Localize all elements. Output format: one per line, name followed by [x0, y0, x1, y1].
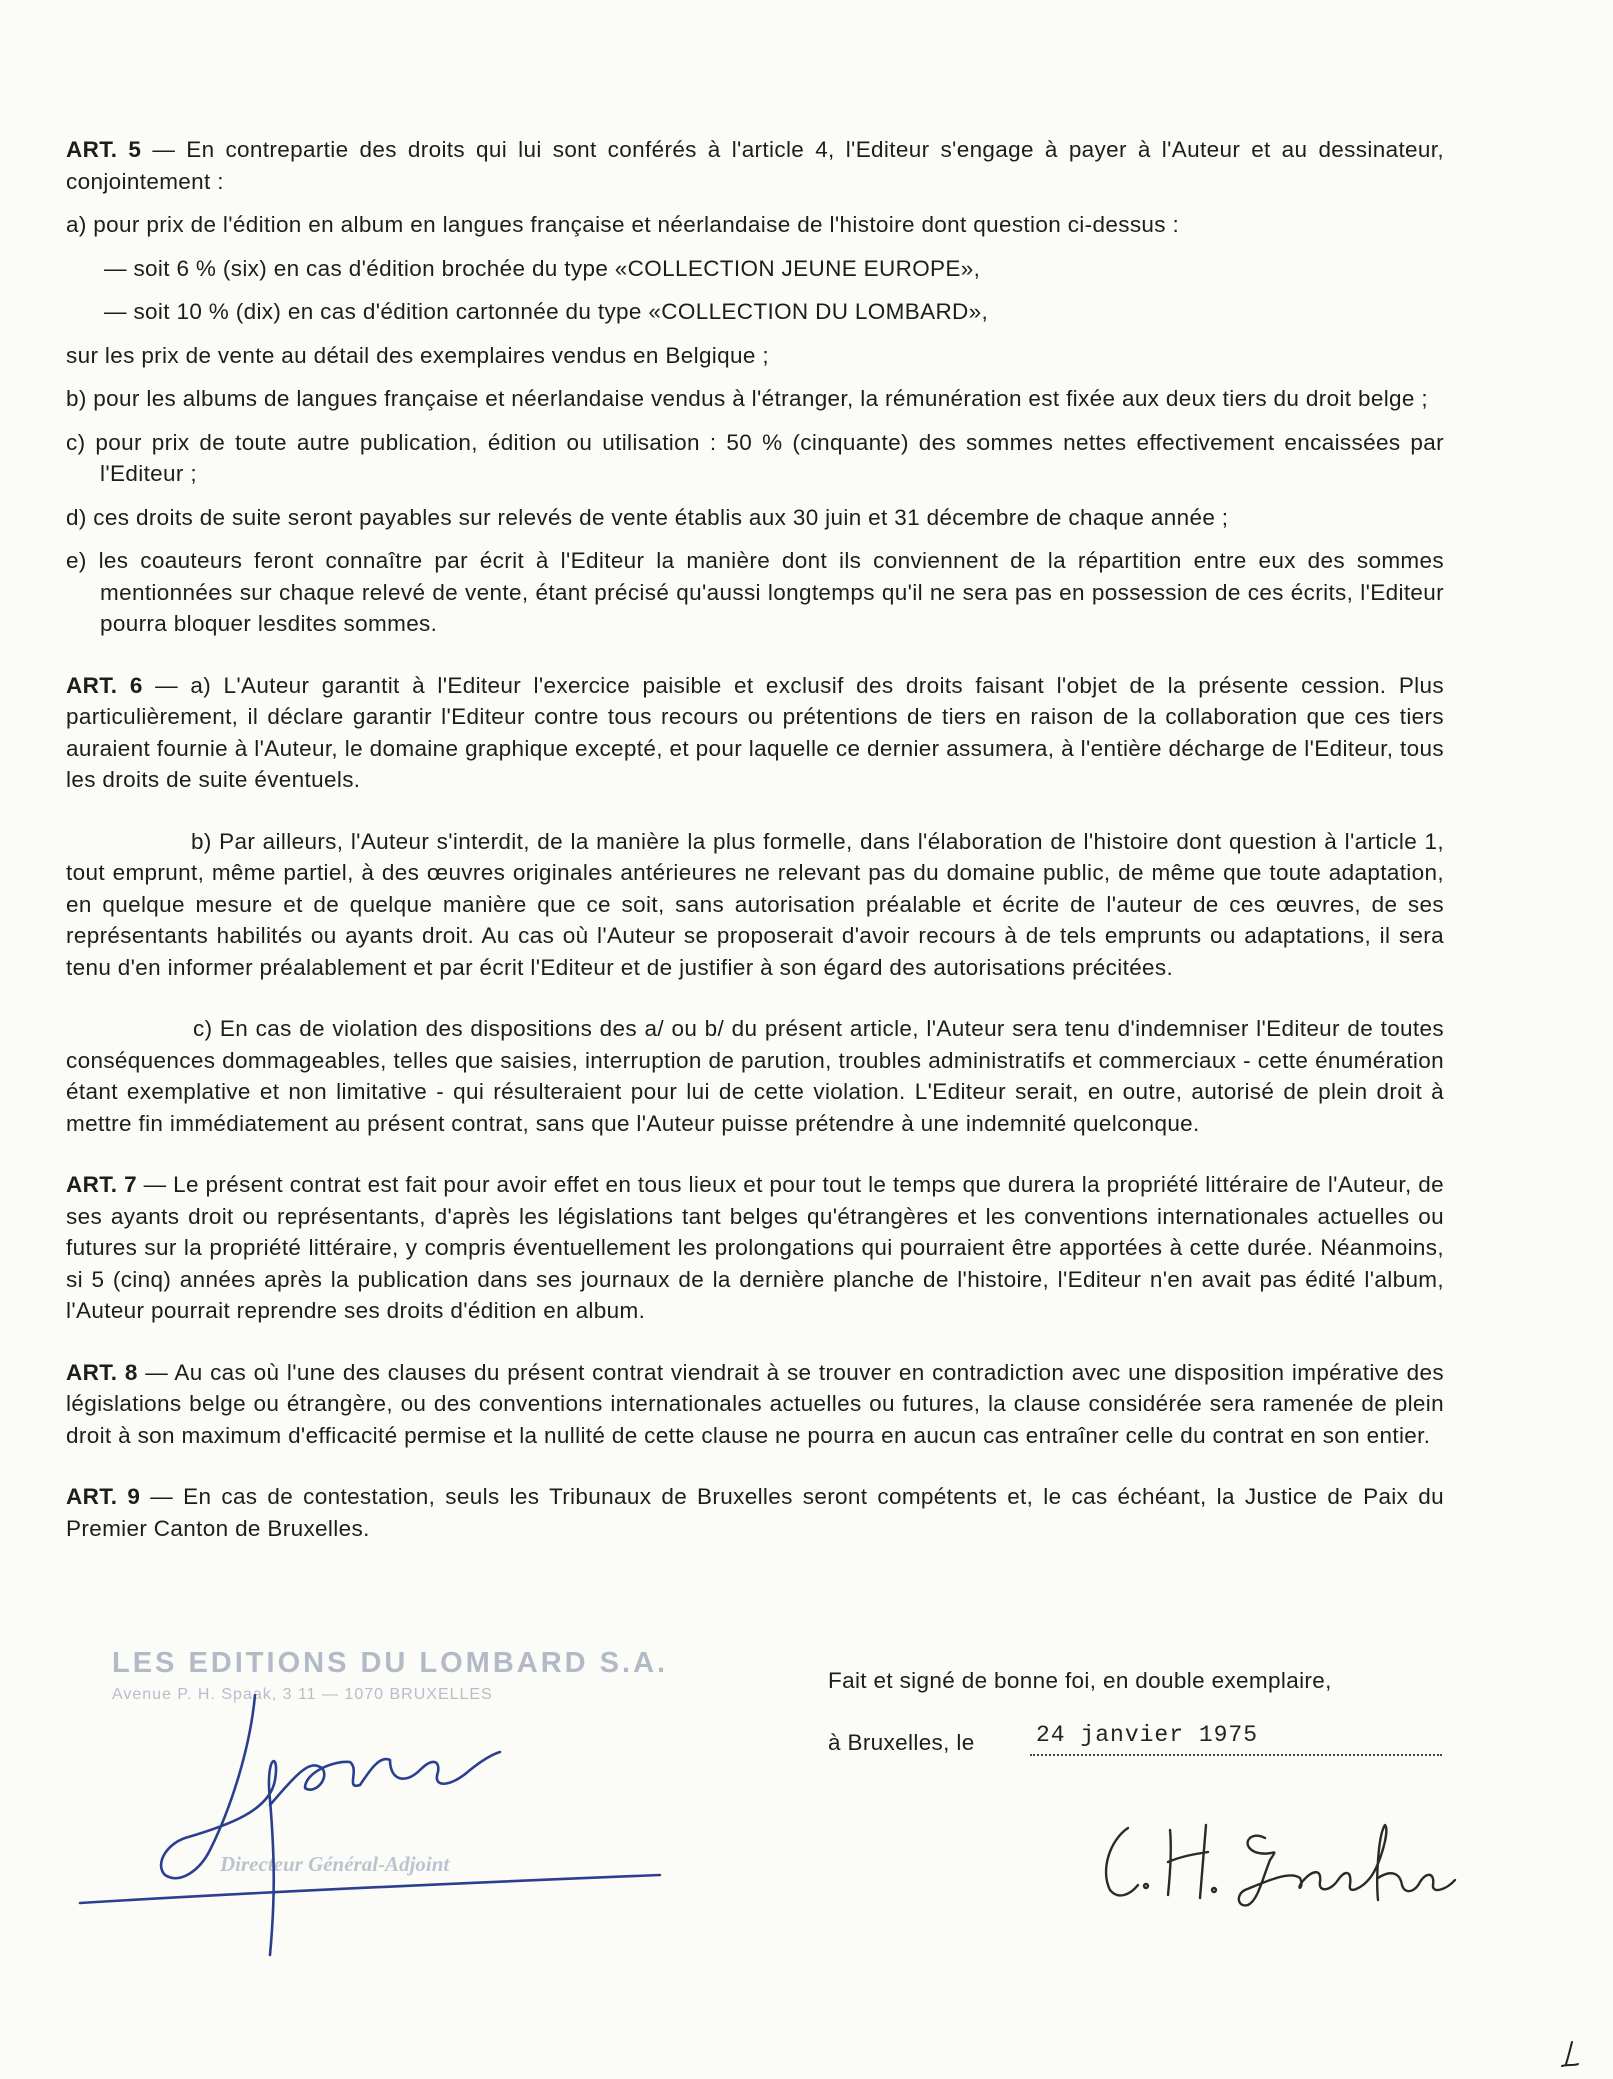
art8-text: — Au cas où l'une des clauses du présent contrat viendrait à se trouver en contradiction avec une disposition impérative des législations belge ou étrangère, ou des conventions internationales actuelles ou futures, la clause considérée sera ramenée de plein droit à son maximum d'efficacité permise et la nullité de cette clause ne pourra en aucun cas entraîner celle du contrat en son entier.	[66, 1359, 1444, 1448]
art6-b: b) Par ailleurs, l'Auteur s'interdit, de la manière la plus formelle, dans l'élaboration de l'histoire dont question à l'article 1, tout emprunt, même partiel, à des œuvres originales antérieures ne relevant pas du domaine public, de même que toute adaptation, en quelque mesure et de quelque manière que ce soit, sans autorisation préalable et écrite de l'auteur de ces œuvres, de ses représentants habilités ou ayants droit. Au cas où l'Auteur se proposerait d'avoir recours à de tels emprunts ou adaptations, il sera tenu d'en informer préalablement et par écrit l'Editeur et de justifier à son égard des autorisations précitées.	[66, 828, 1444, 980]
art5-item-c: c) pour prix de toute autre publication, édition ou utilisation : 50 % (cinquante) des sommes nettes effectivement encaissées par l'Editeur ;	[66, 429, 1444, 486]
art8-heading: ART. 8	[66, 1359, 138, 1385]
art5-intro	[66, 134, 1444, 197]
stamp-address: Avenue P. H. Spaak, 3 11 — 1070 BRUXELLES	[112, 1686, 493, 1703]
publisher-signature	[60, 1660, 680, 1960]
closing-place: à Bruxelles, le	[828, 1730, 975, 1755]
art5-intro-text: — En contrepartie des droits qui lui sont conférés à l'article 4, l'Editeur s'engage à payer à l'Auteur et au dessinateur, conjointement :	[66, 137, 1444, 194]
art6-a	[66, 670, 1444, 796]
author-signature	[1090, 1790, 1520, 1920]
art8	[66, 1357, 1444, 1452]
art9	[66, 1481, 1444, 1544]
stamp-title: Directeur Général-Adjoint	[220, 1852, 450, 1876]
art7-heading: ART. 7	[66, 1172, 137, 1197]
art6-a-text: — a) L'Auteur garantit à l'Editeur l'exercice paisible et exclusif des droits faisant l'objet de la présente cession. Plus particulièrement, il déclare garantir l'Editeur contre tous recours ou prétentions de tiers en raison de la collaboration que ces tiers auraient fournie à l'Auteur, le domaine graphique excepté, et pour laquelle ce dernier assumera, à l'entière décharge de l'Editeur, tous les droits de suite éventuels.	[66, 672, 1444, 792]
art7-text: — Le présent contrat est fait pour avoir effet en tous lieux et pour tout le temps que durera la propriété littéraire de l'Auteur, de ses ayants droit ou représentants, d'après les législations tant belges qu'étrangères et les conventions internationales actuelles ou futures sur la propriété littéraire, y compris éventuellement les prolongations qui pourraient être apportées à cette durée. Néanmoins, si 5 (cinq) années après la publication dans ses journaux de la dernière planche de l'histoire, l'Editeur n'en avait pas édité l'album, l'Auteur pourrait reprendre ses droits d'édition en album.	[66, 1172, 1444, 1323]
art5-item-a2: — soit 10 % (dix) en cas d'édition cartonnée du type «COLLECTION DU LOMBARD»,	[104, 299, 989, 324]
art5-item-d: d) ces droits de suite seront payables sur relevés de vente établis aux 30 juin et 31 décembre de chaque année ;	[66, 504, 1229, 530]
closing-date: 24 janvier 1975	[1036, 1722, 1259, 1748]
art5-item-a1: — soit 6 % (six) en cas d'édition brochée du type «COLLECTION JEUNE EUROPE»,	[104, 255, 981, 281]
stamp-name: LES EDITIONS DU LOMBARD S.A.	[112, 1647, 669, 1679]
art5-heading: ART. 5	[66, 137, 142, 162]
art5-item-a: a) pour prix de l'édition en album en langues française et néerlandaise de l'histoire dont question ci-dessus :	[66, 212, 1180, 237]
page-mark	[1560, 2040, 1580, 2070]
art9-text: — En cas de contestation, seuls les Tribunaux de Bruxelles seront compétents et, le cas échéant, la Justice de Paix du Premier Canton de Bruxelles.	[66, 1484, 1444, 1541]
art5-item-a-end: sur les prix de vente au détail des exemplaires vendus en Belgique ;	[66, 342, 769, 368]
art5-item-e: e) les coauteurs feront connaître par écrit à l'Editeur la manière dont ils conviennent de la répartition entre eux des sommes mentionnées sur chaque relevé de vente, étant précisé qu'aussi longtemps qu'il ne sera pas en possession de ces écrits, l'Editeur pourra bloquer lesdites sommes.	[66, 548, 1444, 636]
contract-body	[66, 134, 1444, 1544]
art9-heading: ART. 9	[66, 1484, 141, 1509]
art7	[66, 1169, 1444, 1327]
art5-item-b: b) pour les albums de langues française et néerlandaise vendus à l'étranger, la rémunération est fixée aux deux tiers du droit belge ;	[66, 386, 1428, 411]
art6-c: c) En cas de violation des dispositions des a/ ou b/ du présent article, l'Auteur sera tenu d'indemniser l'Editeur de toutes conséquences dommageables, telles que saisies, interruption de parution, troubles administratifs et commerciaux - cette énumération étant exemplative et non limitative - qui résulteraient pour lui de cette violation. L'Editeur serait, en outre, autorisé de plein droit à mettre fin immédiatement au présent contrat, sans que l'Auteur puisse prétendre à une indemnité quelconque.	[66, 1016, 1444, 1136]
art6-heading: ART. 6	[66, 672, 143, 698]
closing-line: Fait et signé de bonne foi, en double exemplaire,	[828, 1668, 1332, 1693]
